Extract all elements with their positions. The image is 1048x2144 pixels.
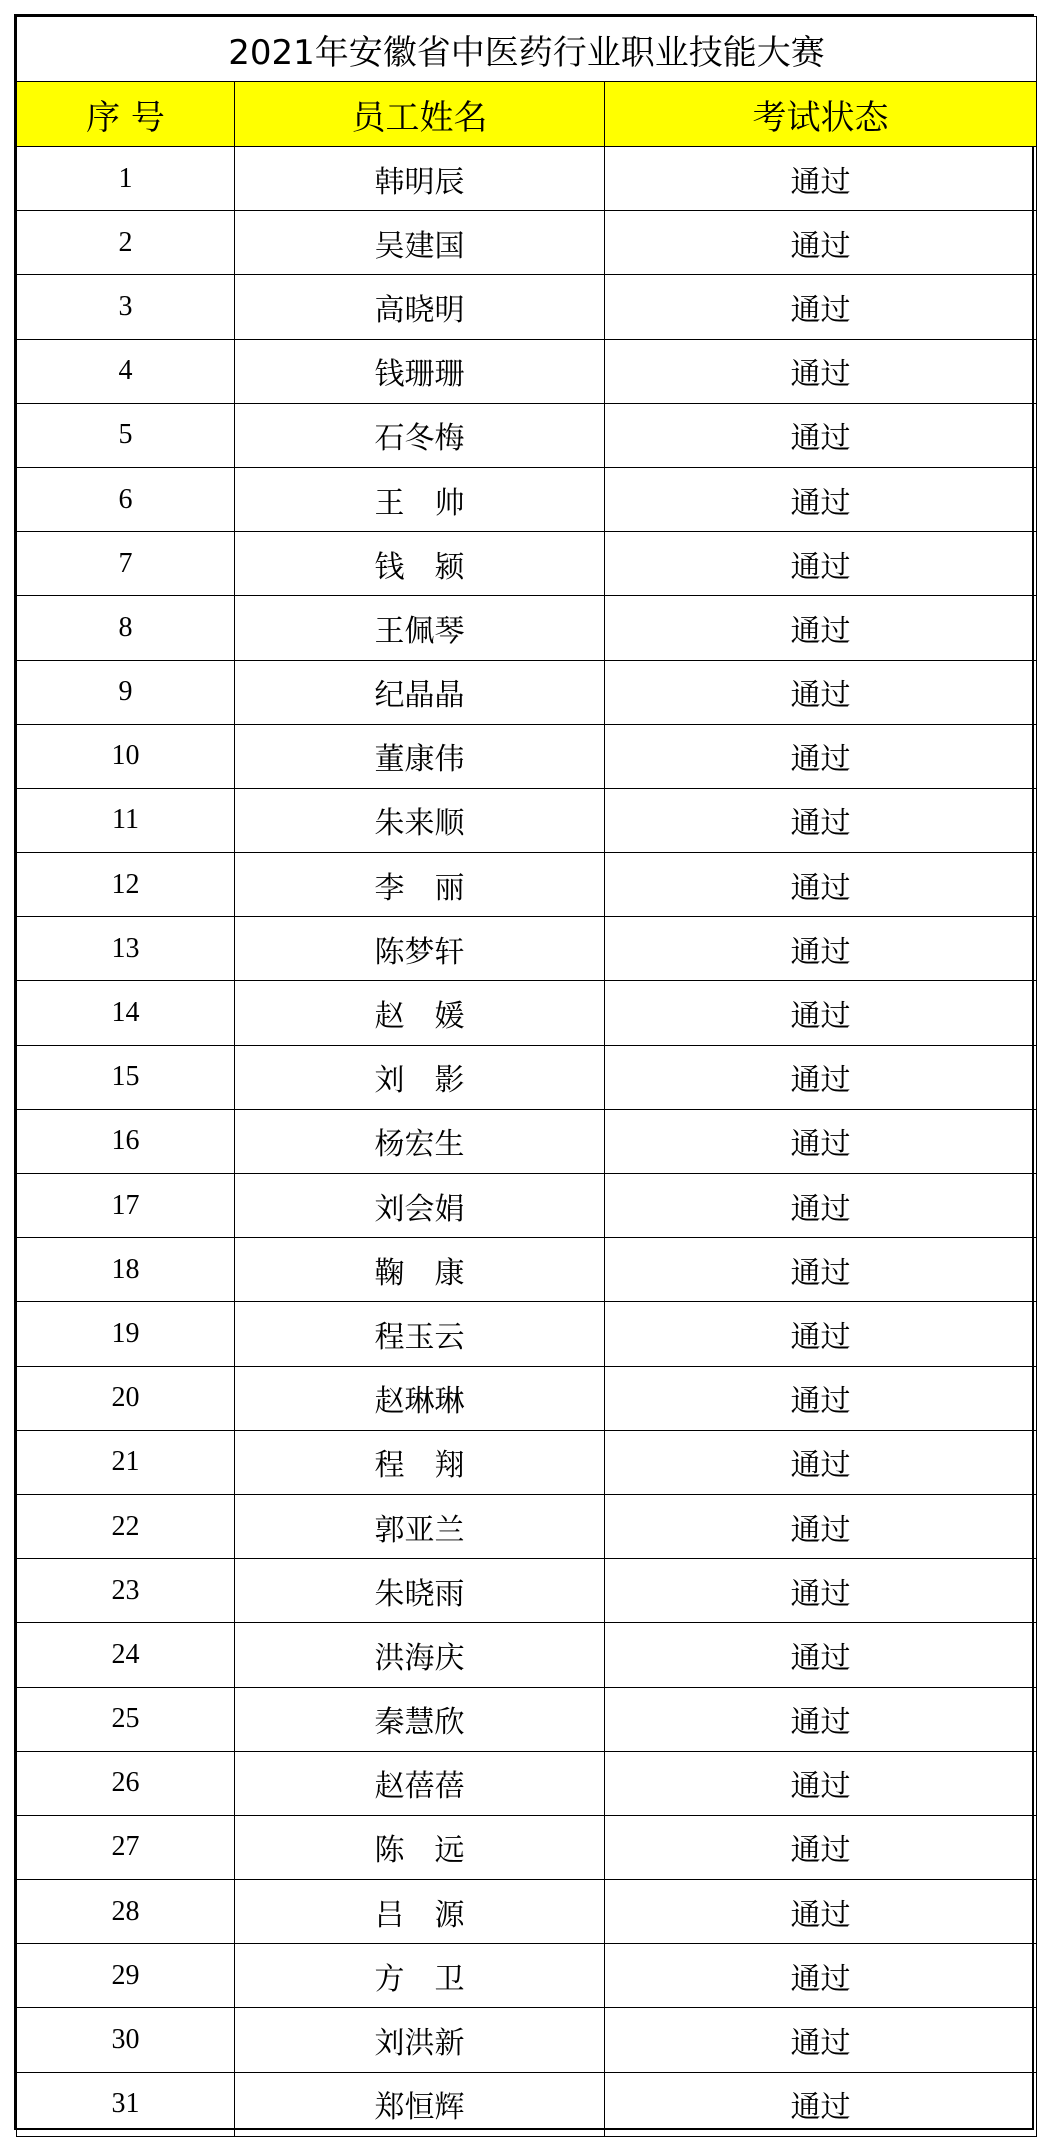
exam-status-cell: 通过 bbox=[605, 1815, 1037, 1879]
row-number-cell: 1 bbox=[17, 147, 235, 211]
table-row bbox=[17, 1109, 1037, 1173]
row-number-cell: 6 bbox=[17, 467, 235, 531]
table-row bbox=[17, 981, 1037, 1045]
row-number-cell: 21 bbox=[17, 1430, 235, 1494]
table-row bbox=[17, 1302, 1037, 1366]
employee-name-cell: 朱晓雨 bbox=[235, 1559, 605, 1623]
table-row bbox=[17, 339, 1037, 403]
exam-status-cell: 通过 bbox=[605, 1109, 1037, 1173]
row-number-cell: 10 bbox=[17, 724, 235, 788]
exam-status-cell: 通过 bbox=[605, 1880, 1037, 1944]
exam-status-cell: 通过 bbox=[605, 596, 1037, 660]
employee-name-cell: 刘 影 bbox=[235, 1045, 605, 1109]
exam-status-cell: 通过 bbox=[605, 1687, 1037, 1751]
table-row bbox=[17, 596, 1037, 660]
row-number-cell: 14 bbox=[17, 981, 235, 1045]
table-row bbox=[17, 275, 1037, 339]
employee-name-cell: 吴建国 bbox=[235, 211, 605, 275]
table-row bbox=[17, 532, 1037, 596]
table-row bbox=[17, 1045, 1037, 1109]
exam-status-cell: 通过 bbox=[605, 724, 1037, 788]
exam-status-cell: 通过 bbox=[605, 660, 1037, 724]
row-number-cell: 27 bbox=[17, 1815, 235, 1879]
table-row bbox=[17, 1174, 1037, 1238]
table-row bbox=[17, 853, 1037, 917]
table-row bbox=[17, 1430, 1037, 1494]
table-row bbox=[17, 1751, 1037, 1815]
employee-name-cell: 秦慧欣 bbox=[235, 1687, 605, 1751]
employee-name-cell: 王佩琴 bbox=[235, 596, 605, 660]
table-row bbox=[17, 1880, 1037, 1944]
row-number-cell: 11 bbox=[17, 788, 235, 852]
employee-name-cell: 陈梦轩 bbox=[235, 917, 605, 981]
employee-name-cell: 刘会娟 bbox=[235, 1174, 605, 1238]
exam-status-cell: 通过 bbox=[605, 1302, 1037, 1366]
exam-status-cell: 通过 bbox=[605, 1944, 1037, 2008]
employee-name-cell: 陈 远 bbox=[235, 1815, 605, 1879]
employee-name-cell: 董康伟 bbox=[235, 724, 605, 788]
table-row bbox=[17, 2072, 1037, 2136]
employee-name-cell: 洪海庆 bbox=[235, 1623, 605, 1687]
exam-status-cell: 通过 bbox=[605, 339, 1037, 403]
table-row bbox=[17, 660, 1037, 724]
title-row bbox=[17, 17, 1037, 82]
table-body bbox=[17, 147, 1037, 2137]
table-row bbox=[17, 1559, 1037, 1623]
column-header-number: 序 号 bbox=[17, 82, 235, 147]
row-number-cell: 17 bbox=[17, 1174, 235, 1238]
exam-status-cell: 通过 bbox=[605, 211, 1037, 275]
exam-status-cell: 通过 bbox=[605, 853, 1037, 917]
exam-status-cell: 通过 bbox=[605, 467, 1037, 531]
row-number-cell: 16 bbox=[17, 1109, 235, 1173]
employee-name-cell: 赵 媛 bbox=[235, 981, 605, 1045]
exam-status-cell: 通过 bbox=[605, 1559, 1037, 1623]
exam-status-cell: 通过 bbox=[605, 2008, 1037, 2072]
results-table bbox=[16, 16, 1037, 2137]
employee-name-cell: 程 翔 bbox=[235, 1430, 605, 1494]
table-row bbox=[17, 1366, 1037, 1430]
employee-name-cell: 杨宏生 bbox=[235, 1109, 605, 1173]
employee-name-cell: 程玉云 bbox=[235, 1302, 605, 1366]
exam-status-cell: 通过 bbox=[605, 1045, 1037, 1109]
table-row bbox=[17, 917, 1037, 981]
exam-status-cell: 通过 bbox=[605, 1174, 1037, 1238]
employee-name-cell: 方 卫 bbox=[235, 1944, 605, 2008]
exam-status-cell: 通过 bbox=[605, 1366, 1037, 1430]
employee-name-cell: 郑恒辉 bbox=[235, 2072, 605, 2136]
exam-status-cell: 通过 bbox=[605, 403, 1037, 467]
column-header-name: 员工姓名 bbox=[235, 82, 605, 147]
exam-status-cell: 通过 bbox=[605, 1751, 1037, 1815]
row-number-cell: 4 bbox=[17, 339, 235, 403]
row-number-cell: 9 bbox=[17, 660, 235, 724]
table-title: 2021年安徽省中医药行业职业技能大赛 bbox=[17, 17, 1037, 82]
table-row bbox=[17, 1623, 1037, 1687]
employee-name-cell: 石冬梅 bbox=[235, 403, 605, 467]
row-number-cell: 13 bbox=[17, 917, 235, 981]
row-number-cell: 20 bbox=[17, 1366, 235, 1430]
column-header-status: 考试状态 bbox=[605, 82, 1037, 147]
row-number-cell: 8 bbox=[17, 596, 235, 660]
employee-name-cell: 钱珊珊 bbox=[235, 339, 605, 403]
employee-name-cell: 刘洪新 bbox=[235, 2008, 605, 2072]
table-row bbox=[17, 1238, 1037, 1302]
employee-name-cell: 鞠 康 bbox=[235, 1238, 605, 1302]
row-number-cell: 5 bbox=[17, 403, 235, 467]
employee-name-cell: 赵琳琳 bbox=[235, 1366, 605, 1430]
row-number-cell: 24 bbox=[17, 1623, 235, 1687]
table-row bbox=[17, 724, 1037, 788]
employee-name-cell: 王 帅 bbox=[235, 467, 605, 531]
employee-name-cell: 郭亚兰 bbox=[235, 1494, 605, 1558]
table-row bbox=[17, 211, 1037, 275]
row-number-cell: 18 bbox=[17, 1238, 235, 1302]
row-number-cell: 23 bbox=[17, 1559, 235, 1623]
row-number-cell: 15 bbox=[17, 1045, 235, 1109]
exam-status-cell: 通过 bbox=[605, 1238, 1037, 1302]
row-number-cell: 25 bbox=[17, 1687, 235, 1751]
employee-name-cell: 吕 源 bbox=[235, 1880, 605, 1944]
table-row bbox=[17, 1494, 1037, 1558]
table-row bbox=[17, 788, 1037, 852]
employee-name-cell: 朱来顺 bbox=[235, 788, 605, 852]
exam-status-cell: 通过 bbox=[605, 275, 1037, 339]
row-number-cell: 3 bbox=[17, 275, 235, 339]
row-number-cell: 28 bbox=[17, 1880, 235, 1944]
employee-name-cell: 钱 颍 bbox=[235, 532, 605, 596]
row-number-cell: 29 bbox=[17, 1944, 235, 2008]
employee-name-cell: 纪晶晶 bbox=[235, 660, 605, 724]
row-number-cell: 12 bbox=[17, 853, 235, 917]
table-row bbox=[17, 403, 1037, 467]
row-number-cell: 7 bbox=[17, 532, 235, 596]
row-number-cell: 22 bbox=[17, 1494, 235, 1558]
exam-status-cell: 通过 bbox=[605, 1623, 1037, 1687]
exam-status-cell: 通过 bbox=[605, 981, 1037, 1045]
employee-name-cell: 赵蓓蓓 bbox=[235, 1751, 605, 1815]
row-number-cell: 30 bbox=[17, 2008, 235, 2072]
row-number-cell: 19 bbox=[17, 1302, 235, 1366]
table-row bbox=[17, 1944, 1037, 2008]
results-sheet bbox=[14, 14, 1034, 2130]
row-number-cell: 31 bbox=[17, 2072, 235, 2136]
table-row bbox=[17, 467, 1037, 531]
exam-status-cell: 通过 bbox=[605, 1494, 1037, 1558]
table-row bbox=[17, 147, 1037, 211]
row-number-cell: 2 bbox=[17, 211, 235, 275]
table-row bbox=[17, 2008, 1037, 2072]
table-row bbox=[17, 1815, 1037, 1879]
exam-status-cell: 通过 bbox=[605, 1430, 1037, 1494]
employee-name-cell: 李 丽 bbox=[235, 853, 605, 917]
exam-status-cell: 通过 bbox=[605, 788, 1037, 852]
employee-name-cell: 韩明辰 bbox=[235, 147, 605, 211]
table-row bbox=[17, 1687, 1037, 1751]
row-number-cell: 26 bbox=[17, 1751, 235, 1815]
exam-status-cell: 通过 bbox=[605, 147, 1037, 211]
exam-status-cell: 通过 bbox=[605, 532, 1037, 596]
employee-name-cell: 高晓明 bbox=[235, 275, 605, 339]
header-row bbox=[17, 82, 1037, 147]
exam-status-cell: 通过 bbox=[605, 2072, 1037, 2136]
exam-status-cell: 通过 bbox=[605, 917, 1037, 981]
